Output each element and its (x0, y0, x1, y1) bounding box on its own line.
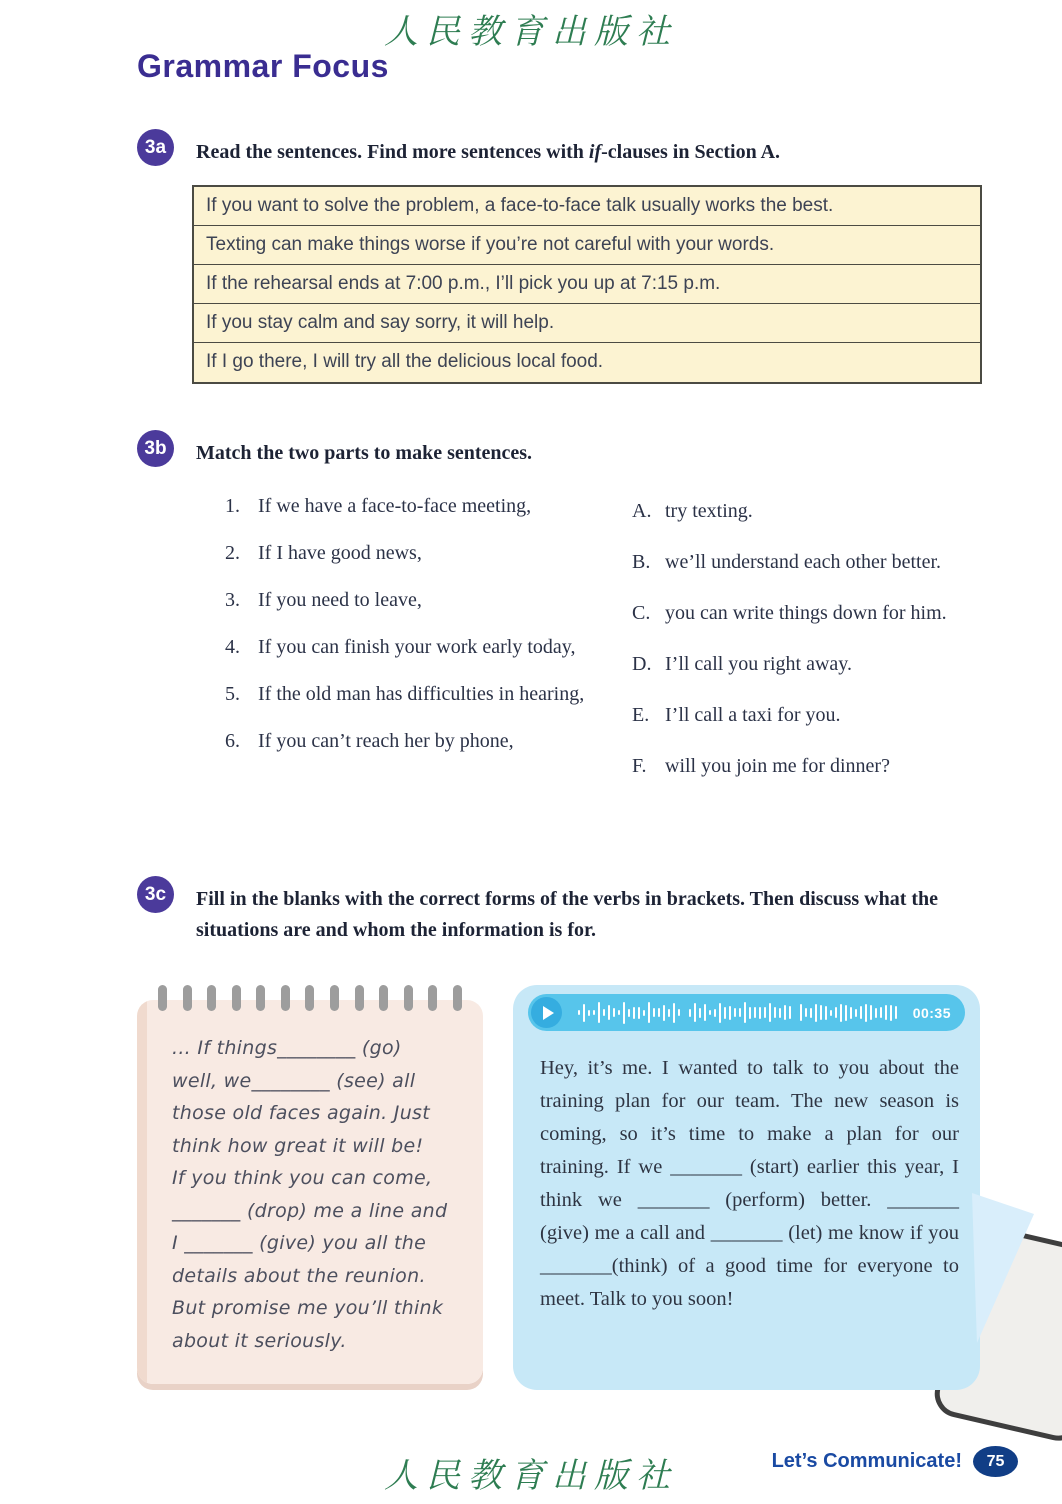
waveform-bar (875, 1008, 877, 1018)
notepad-line: _______ (drop) me a line and (172, 1199, 448, 1222)
binding-ring (404, 985, 413, 1011)
waveform-bar (784, 1005, 786, 1020)
list-item: 4. If you can finish your work early today, (225, 633, 595, 662)
page-footer (772, 1446, 1018, 1477)
notepad-line: well, we________ (see) all (172, 1069, 416, 1092)
waveform-bar (689, 1009, 691, 1017)
binding-ring (232, 985, 241, 1011)
waveform-bar (779, 1008, 781, 1018)
binding-ring (428, 985, 437, 1011)
waveform-bar (578, 1010, 580, 1015)
waveform-bar (870, 1005, 872, 1020)
waveform-bar (613, 1008, 615, 1017)
waveform-bar (588, 1010, 590, 1016)
waveform-bar (643, 1010, 645, 1016)
waveform-bar (860, 1006, 862, 1019)
item-number: 4. (225, 636, 240, 658)
waveform-bar (729, 1006, 731, 1020)
waveform-bar (673, 1003, 675, 1023)
binding-ring (256, 985, 265, 1011)
notepad-line: think how great it will be! (172, 1134, 424, 1157)
waveform-bar (608, 1005, 610, 1020)
waveform-bar (890, 1005, 892, 1021)
list-item: D. I’ll call you right away. (632, 650, 962, 679)
table-row: If you stay calm and say sorry, it will help. (194, 304, 980, 343)
page-title: Grammar Focus (137, 48, 389, 84)
notepad-line: those old faces again. Just (172, 1102, 430, 1124)
waveform-bar (648, 1002, 650, 1023)
item-number: 3. (225, 589, 240, 611)
item-number: 2. (225, 542, 240, 564)
waveform-bar (810, 1008, 812, 1018)
waveform-bar (820, 1005, 822, 1020)
item-letter: F. (632, 755, 647, 777)
list-item: 1. If we have a face-to-face meeting, (225, 492, 595, 521)
waveform-bar (593, 1010, 595, 1015)
waveform-bar (603, 1009, 605, 1016)
list-item: A. try texting. (632, 497, 962, 526)
waveform-bar (774, 1007, 776, 1018)
binding-ring (453, 985, 462, 1011)
binding-ring (158, 985, 167, 1011)
waveform-bar (583, 1004, 585, 1022)
waveform-bar (840, 1004, 842, 1022)
waveform-bar (598, 1002, 600, 1023)
notepad-line: But promise me you’ll think (172, 1297, 444, 1319)
waveform-bar (885, 1005, 887, 1020)
section-3a-badge: 3a (137, 129, 174, 166)
table-row: If I go there, I will try all the delicious local food. (206, 351, 604, 372)
section-3b-instruction: Match the two parts to make sentences. (196, 442, 533, 464)
binding-ring (183, 985, 192, 1011)
waveform-bar (704, 1004, 706, 1021)
audio-player[interactable] (528, 994, 965, 1031)
notepad-text (172, 1032, 468, 1357)
waveform-bar (668, 1009, 670, 1017)
waveform-bar (744, 1002, 746, 1023)
match-left-column (225, 492, 595, 774)
waveform-bar (633, 1007, 635, 1019)
waveform-bar (769, 1003, 771, 1022)
section-3b-badge: 3b (137, 430, 174, 467)
waveform-bar (724, 1007, 726, 1019)
waveform-bar (653, 1008, 655, 1017)
waveform-bar (623, 1002, 625, 1024)
unit-title: Let’s Communicate! (771, 1450, 962, 1472)
waveform-bar (825, 1006, 827, 1020)
section-3a-instruction (196, 137, 986, 168)
waveform-bar (709, 1010, 711, 1015)
table-row: If you want to solve the problem, a face-to-face talk usually works the best. (194, 187, 980, 226)
waveform-bar (764, 1007, 766, 1018)
list-item: E. I’ll call a taxi for you. (632, 701, 962, 730)
instruction-text: Read the sentences. Find more sentences with (196, 141, 589, 163)
waveform-bar (628, 1009, 630, 1017)
table-row: Texting can make things worse if you’re not careful with your words. (194, 226, 980, 265)
list-item: 3. If you need to leave, (225, 586, 595, 615)
binding-ring (355, 985, 364, 1011)
waveform-bar (850, 1007, 852, 1019)
instruction-text-suffix: -clauses in Section A. (601, 141, 781, 163)
example-sentences-table (192, 185, 982, 384)
list-item: B. we’ll understand each other better. (632, 548, 962, 577)
play-button[interactable] (531, 997, 562, 1028)
list-item: 2. If I have good news, (225, 539, 595, 568)
waveform-bar (694, 1003, 696, 1022)
waveform (578, 1000, 901, 1026)
list-item: F. will you join me for dinner? (632, 752, 962, 781)
table-row: If the rehearsal ends at 7:00 p.m., I’ll pick you up at 7:15 p.m. (194, 265, 980, 304)
waveform-bar (719, 1003, 721, 1023)
waveform-bar (678, 1009, 680, 1016)
item-number: 5. (225, 683, 240, 705)
waveform-bar (805, 1008, 807, 1017)
notepad-line: about it seriously. (172, 1329, 347, 1352)
item-letter: A. (632, 500, 652, 522)
waveform-bar (835, 1007, 837, 1018)
page-number-badge: 75 (973, 1446, 1018, 1477)
item-letter: D. (632, 653, 652, 675)
waveform-bar (739, 1008, 741, 1017)
waveform-bar (855, 1009, 857, 1017)
notepad-line: I _______ (give) you all the (172, 1232, 427, 1254)
item-letter: C. (632, 602, 651, 624)
spiral-binding (158, 985, 462, 1011)
item-number: 6. (225, 730, 240, 752)
waveform-bar (815, 1004, 817, 1022)
waveform-bar (618, 1010, 620, 1015)
waveform-bar (699, 1008, 701, 1018)
waveform-bar (865, 1004, 867, 1022)
section-3c-instruction: Fill in the blanks with the correct forms of the verbs in brackets. Then discuss what the situations are and whom the information is for. (196, 888, 939, 941)
waveform-bar (749, 1007, 751, 1019)
list-item: 5. If the old man has difficulties in hearing, (225, 680, 595, 709)
notepad-line: details about the reunion. (172, 1264, 426, 1287)
item-letter: E. (632, 704, 650, 726)
voice-message-transcript: Hey, it’s me. I wanted to talk to you about the training plan for our team. The new season is coming, so it’s time to make a plan for our training. If we _______ (start) earlier this year, I think we _______ (perform) better. _______ (give) me a call and _______ (let) me know if you _______(think) of a good time for everyone to meet. Talk to you soon! (540, 1057, 959, 1310)
waveform-bar (658, 1008, 660, 1017)
audio-duration: 00:35 (912, 1004, 951, 1021)
waveform-bar (880, 1007, 882, 1018)
waveform-bar (845, 1005, 847, 1021)
notepad-line: If you think you can come, (172, 1167, 433, 1189)
binding-ring (281, 985, 290, 1011)
waveform-bar (663, 1005, 665, 1021)
list-item: C. you can write things down for him. (632, 599, 962, 628)
item-number: 1. (225, 495, 240, 517)
list-item: 6. If you can’t reach her by phone, (225, 727, 595, 756)
waveform-bar (638, 1007, 640, 1019)
waveform-bar (800, 1004, 802, 1021)
waveform-bar (759, 1007, 761, 1019)
waveform-bar (895, 1006, 897, 1019)
publisher-seal-top: 人民教育出版社 (384, 12, 678, 52)
match-right-column (632, 497, 962, 803)
waveform-bar (754, 1007, 756, 1018)
item-letter: B. (632, 551, 651, 573)
binding-ring (305, 985, 314, 1011)
waveform-bar (734, 1008, 736, 1017)
waveform-bar (830, 1010, 832, 1016)
play-icon (543, 1006, 554, 1020)
binding-ring (330, 985, 339, 1011)
waveform-bar (714, 1009, 716, 1017)
publisher-seal-bottom: 人民教育出版社 (384, 1456, 678, 1496)
notepad-line: ... If things________ (go) (172, 1037, 402, 1059)
waveform-bar (789, 1006, 791, 1019)
section-3c-badge: 3c (137, 876, 174, 913)
binding-ring (207, 985, 216, 1011)
instruction-if-italic: if (588, 141, 602, 163)
binding-ring (379, 985, 388, 1011)
